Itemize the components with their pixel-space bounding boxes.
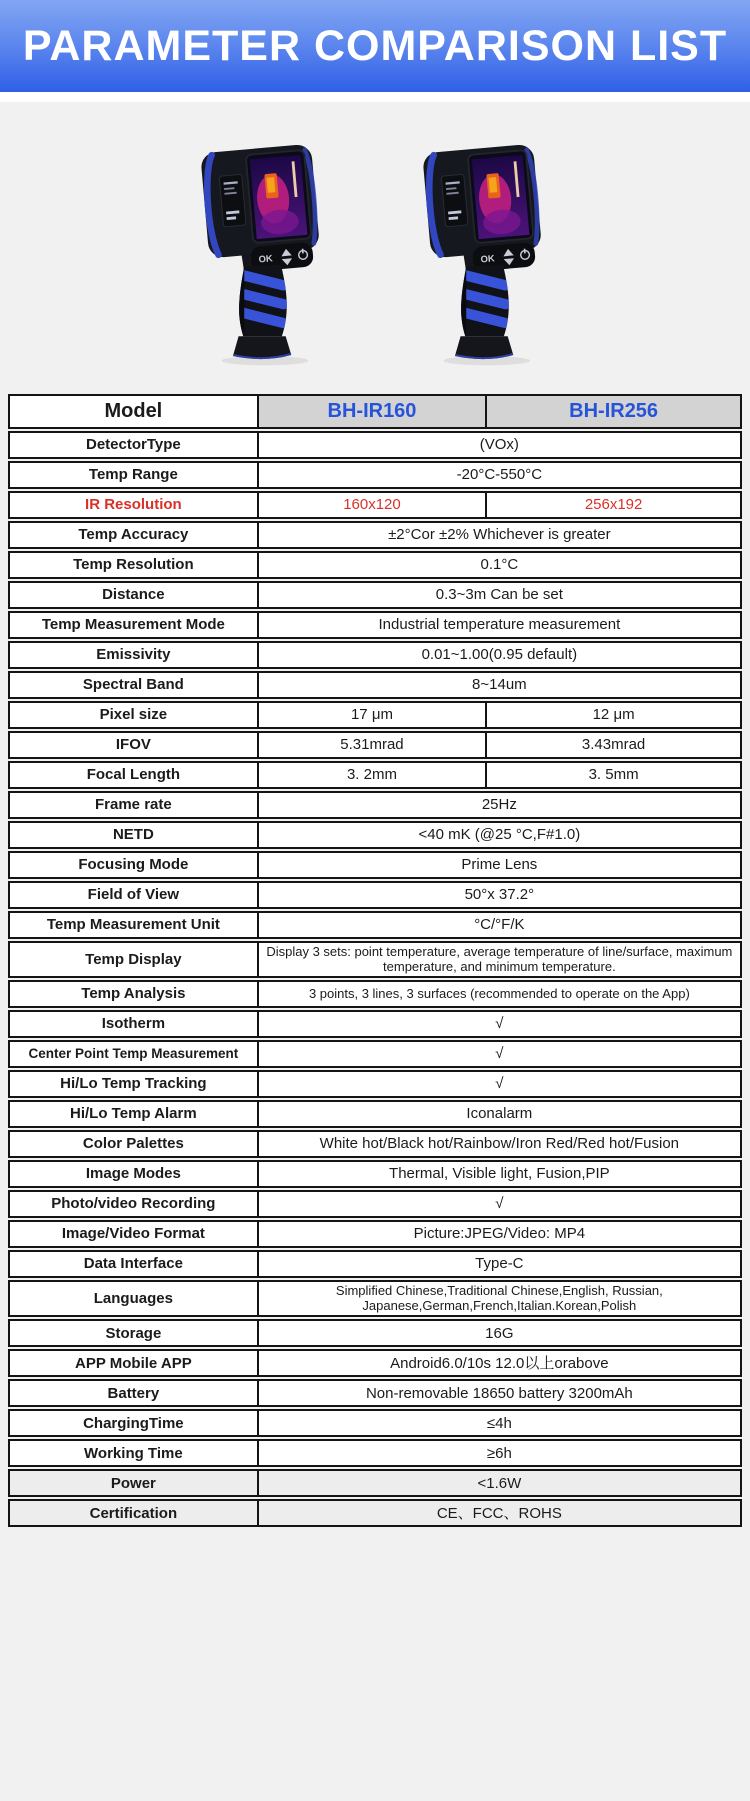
row-value: Thermal, Visible light, Fusion,PIP	[257, 1162, 740, 1186]
row-value: 16G	[257, 1321, 740, 1345]
row-value-bh-ir160: 160x120	[257, 493, 485, 517]
table-row	[8, 1439, 742, 1467]
table-row	[8, 1220, 742, 1248]
banner-divider	[0, 92, 750, 102]
row-label: Battery	[107, 1384, 160, 1402]
row-label: Working Time	[84, 1444, 183, 1462]
row-label: Temp Measurement Unit	[46, 916, 220, 934]
row-value: White hot/Black hot/Rainbow/Iron Red/Red hot/Fusion	[257, 1132, 740, 1156]
row-value: 50°x 37.2°	[257, 883, 740, 907]
table-header-row	[8, 394, 742, 429]
table-row	[8, 521, 742, 549]
row-value-bh-ir160: 5.31mrad	[257, 733, 485, 757]
column-bh-ir256: BH-IR256	[485, 396, 740, 427]
row-value: √	[257, 1072, 740, 1096]
thermal-camera-photo-right	[406, 136, 566, 368]
row-label: Storage	[105, 1324, 162, 1342]
row-label: Languages	[93, 1290, 173, 1308]
table-row	[8, 1409, 742, 1437]
row-label: Hi/Lo Temp Alarm	[70, 1105, 197, 1123]
table-row	[8, 701, 742, 729]
row-label: Certification	[89, 1504, 178, 1522]
table-row	[8, 431, 742, 459]
row-label: Temp Analysis	[81, 985, 186, 1003]
row-value-bh-ir160: 17 μm	[257, 703, 485, 727]
table-row	[8, 1160, 742, 1188]
row-label: Distance	[102, 586, 165, 604]
table-row	[8, 671, 742, 699]
table-row	[8, 1250, 742, 1278]
row-value: -20°C-550°C	[257, 463, 740, 487]
table-row	[8, 1130, 742, 1158]
row-value-bh-ir256: 3. 5mm	[485, 763, 740, 787]
row-value: Display 3 sets: point temperature, average temperature of line/surface, maximum temperature, and minimum temperature.	[257, 943, 740, 976]
table-row	[8, 1010, 742, 1038]
row-label: Image Modes	[85, 1165, 181, 1183]
row-value: Android6.0/10s 12.0以上orabove	[257, 1351, 740, 1375]
row-value-bh-ir160: 3. 2mm	[257, 763, 485, 787]
table-row	[8, 731, 742, 759]
table-row	[8, 821, 742, 849]
column-bh-ir160: BH-IR160	[257, 396, 485, 427]
row-label: Hi/Lo Temp Tracking	[60, 1075, 207, 1093]
table-row	[8, 1100, 742, 1128]
row-label: Isotherm	[101, 1015, 166, 1033]
row-label: Power	[110, 1474, 156, 1492]
table-row	[8, 791, 742, 819]
table-row	[8, 551, 742, 579]
row-value: 0.01~1.00(0.95 default)	[257, 643, 740, 667]
row-value: √	[257, 1192, 740, 1216]
row-label: Photo/video Recording	[51, 1195, 216, 1213]
table-row	[8, 1469, 742, 1497]
table-row	[8, 911, 742, 939]
row-value: ±2°Cor ±2% Whichever is greater	[257, 523, 740, 547]
row-value: Picture:JPEG/Video: MP4	[257, 1222, 740, 1246]
row-label: APP Mobile APP	[75, 1354, 192, 1372]
row-value: ≤4h	[257, 1411, 740, 1435]
row-value: √	[257, 1042, 740, 1066]
row-label: ChargingTime	[83, 1414, 184, 1432]
table-row	[8, 1379, 742, 1407]
table-row	[8, 1280, 742, 1317]
row-label: Data Interface	[83, 1255, 183, 1273]
table-row	[8, 881, 742, 909]
row-label: Focal Length	[86, 766, 181, 784]
row-label: Frame rate	[95, 796, 172, 814]
row-label: Temp Display	[85, 950, 182, 968]
row-value-bh-ir256: 256x192	[485, 493, 740, 517]
row-value: (VOx)	[257, 433, 740, 457]
row-value: CE、FCC、ROHS	[257, 1501, 740, 1525]
row-label: Temp Accuracy	[78, 526, 189, 544]
model-header-cell: Model	[104, 400, 163, 422]
table-row	[8, 641, 742, 669]
row-value: Iconalarm	[257, 1102, 740, 1126]
row-label: Spectral Band	[82, 676, 184, 694]
row-label: IFOV	[115, 736, 151, 754]
row-label: Temp Resolution	[73, 556, 194, 574]
table-row	[8, 1190, 742, 1218]
row-value: √	[257, 1012, 740, 1036]
row-value: <1.6W	[257, 1471, 740, 1495]
banner	[0, 0, 750, 92]
row-label: Center Point Temp Measurement	[28, 1046, 239, 1062]
table-row	[8, 611, 742, 639]
table-row	[8, 491, 742, 519]
table-row	[8, 761, 742, 789]
row-value-bh-ir256: 12 μm	[485, 703, 740, 727]
table-row	[8, 980, 742, 1008]
row-label: Field of View	[87, 886, 180, 904]
row-value: ≥6h	[257, 1441, 740, 1465]
row-value: Non-removable 18650 battery 3200mAh	[257, 1381, 740, 1405]
table-row	[8, 1319, 742, 1347]
table-row	[8, 1349, 742, 1377]
row-value: <40 mK (@25 °C,F#1.0)	[257, 823, 740, 847]
row-label: Pixel size	[99, 706, 168, 724]
row-value: Prime Lens	[257, 853, 740, 877]
product-images	[0, 102, 750, 394]
row-value: 3 points, 3 lines, 3 surfaces (recommended to operate on the App)	[257, 982, 740, 1006]
row-label: NETD	[112, 826, 154, 844]
row-value: Type-C	[257, 1252, 740, 1276]
row-value: °C/°F/K	[257, 913, 740, 937]
row-value: 25Hz	[257, 793, 740, 817]
table-row	[8, 1499, 742, 1527]
table-row	[8, 461, 742, 489]
row-label: DetectorType	[85, 436, 181, 454]
comparison-table	[8, 394, 742, 1527]
row-value-bh-ir256: 3.43mrad	[485, 733, 740, 757]
row-value: Simplified Chinese,Traditional Chinese,English, Russian, Japanese,German,French,Italian.Korean,Polish	[257, 1282, 740, 1315]
table-row	[8, 851, 742, 879]
row-value: 0.1°C	[257, 553, 740, 577]
row-label: Emissivity	[96, 646, 171, 664]
row-label: Focusing Mode	[78, 856, 189, 874]
row-label: IR Resolution	[85, 496, 182, 514]
table-row	[8, 581, 742, 609]
table-row	[8, 941, 742, 978]
row-value: 8~14um	[257, 673, 740, 697]
table-row	[8, 1040, 742, 1068]
row-label: Temp Range	[88, 466, 178, 484]
table-row	[8, 1070, 742, 1098]
row-label: Temp Measurement Mode	[41, 616, 225, 634]
page-title: PARAMETER COMPARISON LIST	[22, 21, 728, 70]
thermal-camera-photo-left	[184, 136, 344, 368]
row-label: Color Palettes	[82, 1135, 184, 1153]
row-value: Industrial temperature measurement	[257, 613, 740, 637]
row-label: Image/Video Format	[61, 1225, 205, 1243]
row-value: 0.3~3m Can be set	[257, 583, 740, 607]
